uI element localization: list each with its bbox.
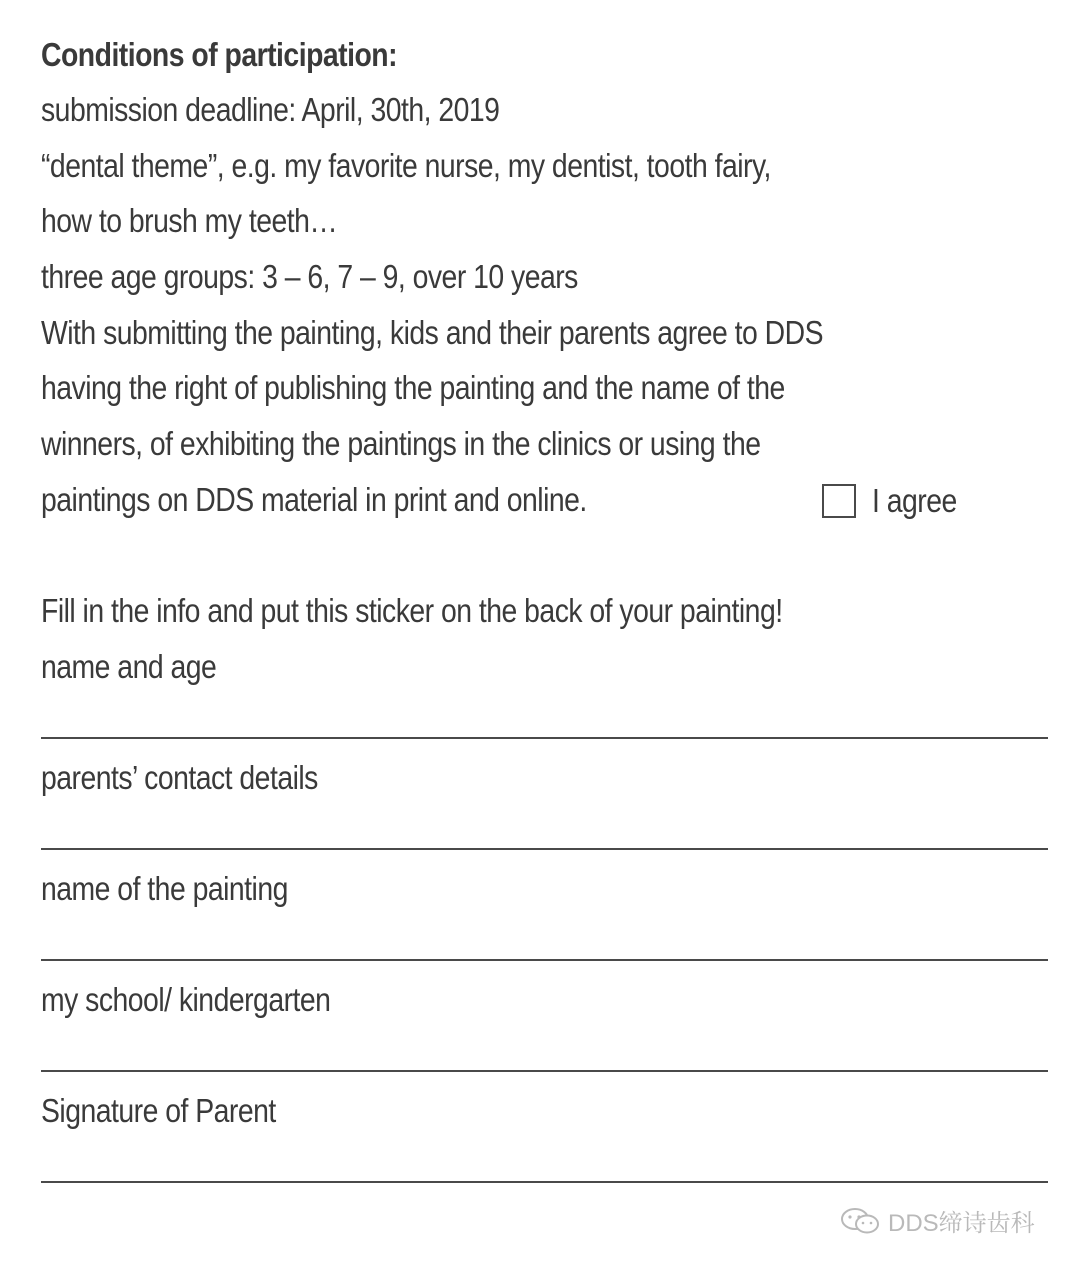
condition-line: winners, of exhibiting the paintings in the clinics or using the [41,425,761,462]
condition-line: three age groups: 3 – 6, 7 – 9, over 10 years [41,258,578,295]
field-label-name-age: name and age [41,648,217,685]
conditions-heading: Conditions of participation: [41,36,398,73]
agree-control[interactable] [822,481,971,521]
watermark [838,1203,1035,1238]
condition-line: how to brush my teeth… [41,202,338,239]
agree-checkbox[interactable] [822,484,856,518]
field-label-parents-contact: parents’ contact details [41,759,318,796]
wechat-icon [838,1206,884,1236]
condition-line: With submitting the painting, kids and their parents agree to DDS [41,314,824,351]
field-label-parent-signature: Signature of Parent [41,1092,276,1129]
condition-line: “dental theme”, e.g. my favorite nurse, my dentist, tooth fairy, [41,147,771,184]
sticker-instructions: Fill in the info and put this sticker on the back of your painting! [41,592,783,629]
field-line-name-age[interactable] [41,737,1048,739]
field-label-school: my school/ kindergarten [41,981,331,1018]
field-line-parent-signature[interactable] [41,1181,1048,1183]
field-label-painting-name: name of the painting [41,870,288,907]
condition-line: submission deadline: April, 30th, 2019 [41,91,500,128]
field-line-painting-name[interactable] [41,959,1048,961]
field-line-school[interactable] [41,1070,1048,1072]
condition-line: having the right of publishing the painting and the name of the [41,369,785,406]
watermark-text: DDS缔诗齿科 [888,1210,1035,1237]
condition-line: paintings on DDS material in print and online. [41,481,587,518]
field-line-parents-contact[interactable] [41,848,1048,850]
agree-label: I agree [872,482,957,519]
